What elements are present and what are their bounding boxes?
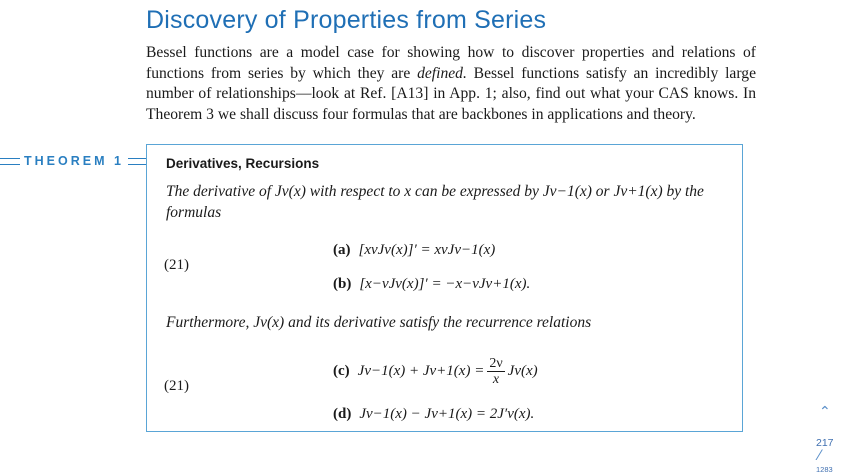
theorem-statement: The derivative of Jν(x) with respect to x can be expressed by Jν−1(x) or Jν+1(x) by the formulas <box>166 183 704 221</box>
equation-a-label: (a) <box>333 242 351 258</box>
equation-d-body: Jν−1(x) − Jν+1(x) = 2J′ν(x). <box>359 406 535 422</box>
intro-emphasis: defined. <box>417 64 467 82</box>
equation-c <box>333 356 538 387</box>
slash-icon: ⁄ <box>818 448 821 464</box>
page-current: 217 <box>816 437 834 449</box>
intro-text-1: Bessel functions are a model case for showing how to discover properties and relations of functions from series by which they are <box>146 44 756 82</box>
equation-c-numerator: 2ν <box>489 356 503 371</box>
equation-b-label: (b) <box>333 276 352 292</box>
equation-c-right: Jν(x) <box>507 362 538 379</box>
theorem-title: Derivatives, Recursions <box>166 156 320 171</box>
theorem-furthermore: Furthermore, Jν(x) and its derivative satisfy the recurrence relations <box>166 314 592 331</box>
intro-paragraph <box>146 43 756 125</box>
theorem-label: THEOREM 1 <box>20 154 128 168</box>
equation-b-body: [x−νJν(x)]′ = −x−νJν+1(x). <box>359 276 531 292</box>
equation-d <box>333 406 534 423</box>
equation-a <box>333 242 495 259</box>
equation-c-fraction <box>487 356 504 387</box>
equation-b <box>333 276 530 293</box>
equation-number-21b: (21) <box>164 378 189 394</box>
section-title: Discovery of Properties from Series <box>146 6 547 34</box>
equation-c-label: (c) <box>333 362 350 379</box>
chevron-up-icon[interactable]: ⌃ <box>819 404 831 420</box>
equation-a-body: [xνJν(x)]′ = xνJν−1(x) <box>358 242 496 258</box>
equation-c-denominator: x <box>492 372 500 387</box>
page-total: 1283 <box>816 465 833 474</box>
intro-text-2: Bessel functions satisfy an incredibly large number of relationships—look at Ref. [A13] in App. 1; also, find out what your CAS knows. In Theorem 3 we shall discuss four formulas that are backbones in applications and theory. <box>146 64 756 123</box>
equation-number-21a: (21) <box>164 257 189 273</box>
equation-c-left: Jν−1(x) + Jν+1(x) = <box>357 362 485 379</box>
equation-d-label: (d) <box>333 406 352 422</box>
